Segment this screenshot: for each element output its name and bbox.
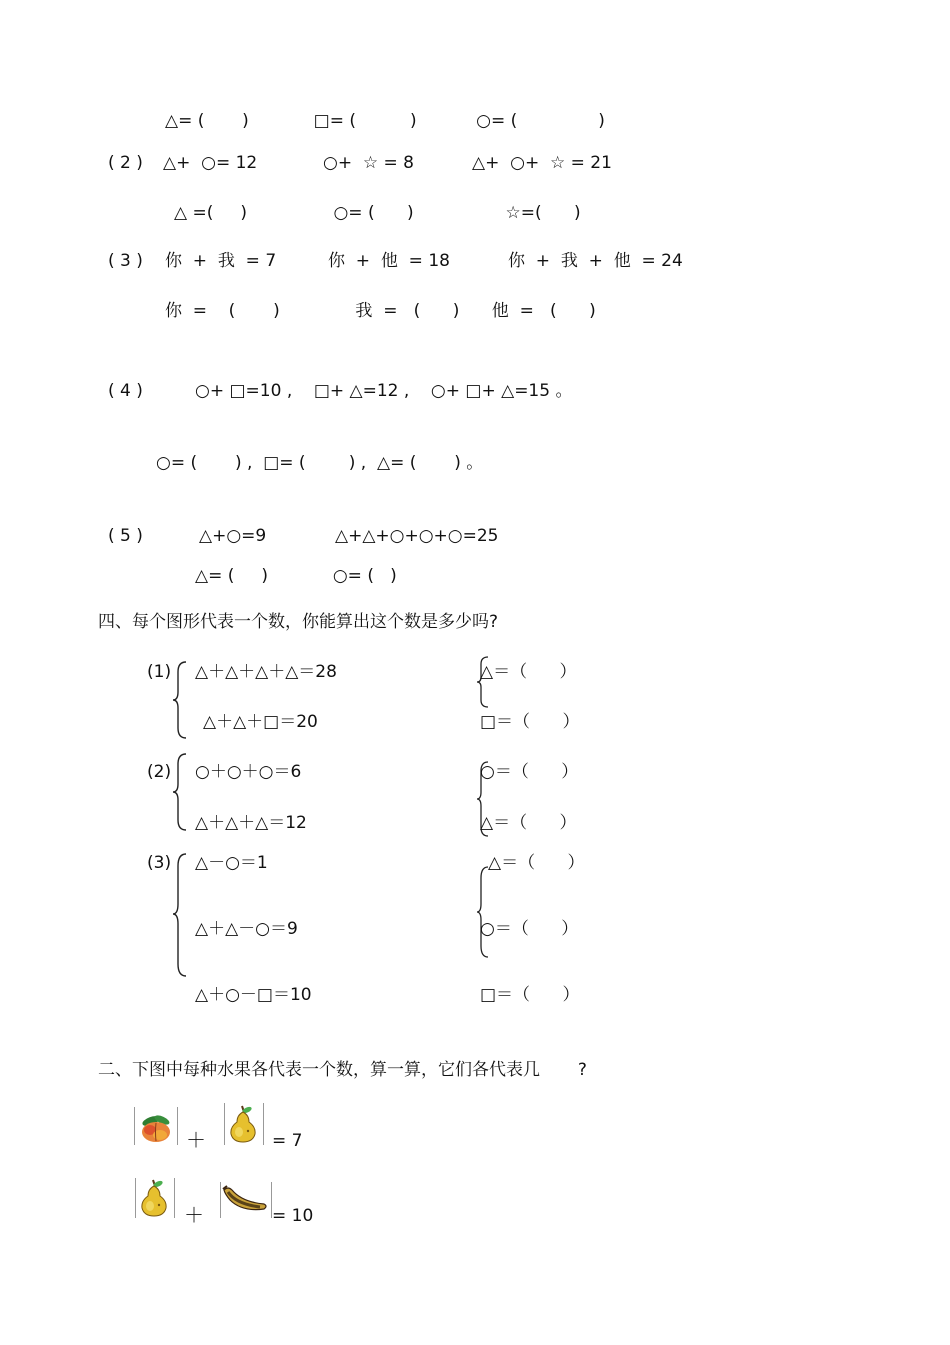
- group-2-label: (2): [147, 762, 172, 782]
- problem-4-label: ( 4 ): [108, 381, 143, 401]
- problem-2-eq1: △+ ○= 12: [163, 153, 258, 173]
- group-1-eq2: △＋△＋□＝20: [203, 712, 318, 732]
- banana-icon: [220, 1182, 270, 1218]
- problem-2-eq3: △+ ○+ ☆ = 21: [472, 153, 612, 173]
- problem-2-label: ( 2 ): [108, 153, 149, 173]
- problem-3-answers: 你 = ( ) 我 = ( ) 他 = ( ): [165, 301, 596, 321]
- left-brace-icon: [172, 752, 188, 832]
- left-brace-icon: [172, 660, 188, 740]
- problem-5-eq1: △+○=9: [199, 526, 267, 546]
- group-1-label: (1): [147, 662, 172, 682]
- pear-icon: [224, 1103, 262, 1145]
- group-1-ans2: □＝（ ）: [480, 712, 580, 732]
- right-brace-icon: [476, 865, 490, 959]
- problem-3-label: ( 3 ): [108, 251, 149, 271]
- answer-line-1: △= ( ) □= ( ) ○= ( ): [165, 111, 605, 131]
- result-7: = 7: [272, 1131, 303, 1151]
- problem-4-eq: ○+ □=10 , □+ △=12 , ○+ □+ △=15 。: [195, 381, 573, 401]
- group-2-ans2: △＝（ ）: [480, 813, 577, 833]
- problem-5-eq2: △+△+○+○+○=25: [335, 526, 499, 546]
- group-1-eq1: △＋△＋△＋△＝28: [195, 662, 337, 682]
- group-3-eq2: △＋△－○＝9: [195, 919, 298, 939]
- group-1-ans1: △＝（ ）: [480, 662, 577, 682]
- group-3-eq1: △－○＝1: [195, 853, 268, 873]
- section-2-heading: 二、下图中每种水果各代表一个数，算一算，它们各代表几 ?: [98, 1060, 587, 1080]
- group-3-ans3: □＝（ ）: [480, 985, 580, 1005]
- group-3-ans1: △＝（ ）: [488, 853, 585, 873]
- problem-5-answers: △= ( ) ○= ( ): [195, 566, 397, 586]
- peach-icon: [136, 1108, 176, 1144]
- group-2-eq1: ○＋○＋○＝6: [195, 762, 302, 782]
- problem-2-eq2: ○+ ☆ = 8: [323, 153, 414, 173]
- problem-2-answers: △ =( ) ○= ( ) ☆=( ): [174, 203, 581, 223]
- problem-3-eq1: 你 + 我 = 7: [165, 251, 277, 271]
- group-2-eq2: △＋△＋△＝12: [195, 813, 307, 833]
- plus-sign: ＋: [184, 1203, 204, 1227]
- plus-sign: ＋: [186, 1128, 206, 1152]
- left-brace-icon: [172, 852, 188, 978]
- section-4-heading: 四、每个图形代表一个数，你能算出这个数是多少吗?: [98, 612, 499, 632]
- group-2-ans1: ○＝（ ）: [480, 762, 579, 782]
- group-3-ans2: ○＝（ ）: [480, 919, 579, 939]
- problem-5-label: ( 5 ): [108, 526, 143, 546]
- group-3-eq3: △＋○－□＝10: [195, 985, 312, 1005]
- group-3-label: (3): [147, 853, 172, 873]
- pear-icon: [135, 1177, 173, 1219]
- result-10: = 10: [272, 1206, 314, 1226]
- problem-4-answers: ○= ( ) , □= ( ) , △= ( ) 。: [156, 453, 484, 473]
- problem-3-eq3: 你 + 我 + 他 = 24: [508, 251, 683, 271]
- problem-3-eq2: 你 + 他 = 18: [328, 251, 450, 271]
